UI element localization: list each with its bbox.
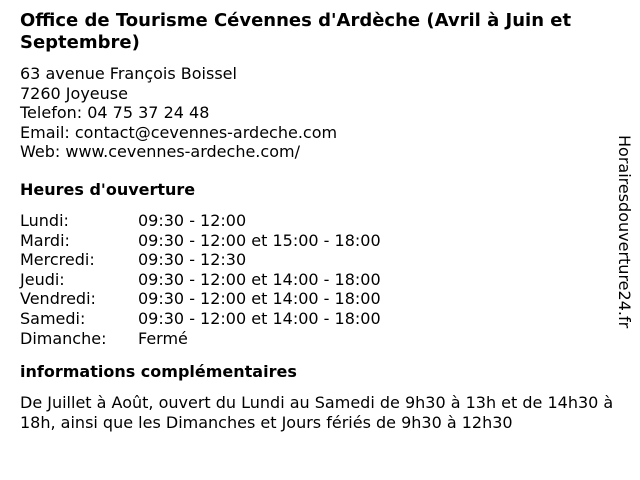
hours-time: 09:30 - 12:00 et 15:00 - 18:00 <box>138 230 381 250</box>
hours-time: 09:30 - 12:00 et 14:00 - 18:00 <box>138 269 381 289</box>
hours-row <box>20 211 632 231</box>
hours-day: Mercredi: <box>20 250 95 270</box>
address-block <box>20 64 632 162</box>
hours-time: 09:30 - 12:00 et 14:00 - 18:00 <box>138 308 381 328</box>
hours-time: 09:30 - 12:00 et 14:00 - 18:00 <box>138 289 381 309</box>
hours-row <box>20 329 632 349</box>
info-text: De Juillet à Août, ouvert du Lundi au Samedi de 9h30 à 13h et de 14h30 à 18h, ainsi que les Dimanches et Jours fériés de 9h30 à 12h30 <box>20 393 614 433</box>
address-city: 7260 Joyeuse <box>20 83 128 103</box>
address-email: Email: contact@cevennes-ardeche.com <box>20 122 338 142</box>
watermark-text: Horairesdouverture24.fr <box>615 135 634 329</box>
hours-day: Dimanche: <box>20 328 107 348</box>
page-content <box>20 10 632 433</box>
hours-heading: Heures d'ouverture <box>20 179 196 199</box>
hours-row <box>20 231 632 251</box>
hours-row <box>20 270 632 290</box>
info-heading: informations complémentaires <box>20 362 297 382</box>
hours-row <box>20 309 632 329</box>
opening-hours-table <box>20 211 632 348</box>
hours-time: 09:30 - 12:00 <box>138 210 247 230</box>
hours-day: Lundi: <box>20 210 69 230</box>
hours-day: Mardi: <box>20 230 70 250</box>
hours-row <box>20 250 632 270</box>
address-web: Web: www.cevennes-ardeche.com/ <box>20 142 300 162</box>
hours-row <box>20 289 632 309</box>
watermark <box>614 135 634 347</box>
hours-day: Samedi: <box>20 308 86 328</box>
address-street: 63 avenue François Boissel <box>20 64 237 83</box>
hours-day: Vendredi: <box>20 289 96 309</box>
hours-time: 09:30 - 12:30 <box>138 250 247 270</box>
hours-time: Fermé <box>138 328 188 348</box>
page-title: Office de Tourisme Cévennes d'Ardèche (Avril à Juin et Septembre) <box>20 10 572 53</box>
address-phone: Telefon: 04 75 37 24 48 <box>20 103 210 123</box>
hours-day: Jeudi: <box>20 269 65 289</box>
